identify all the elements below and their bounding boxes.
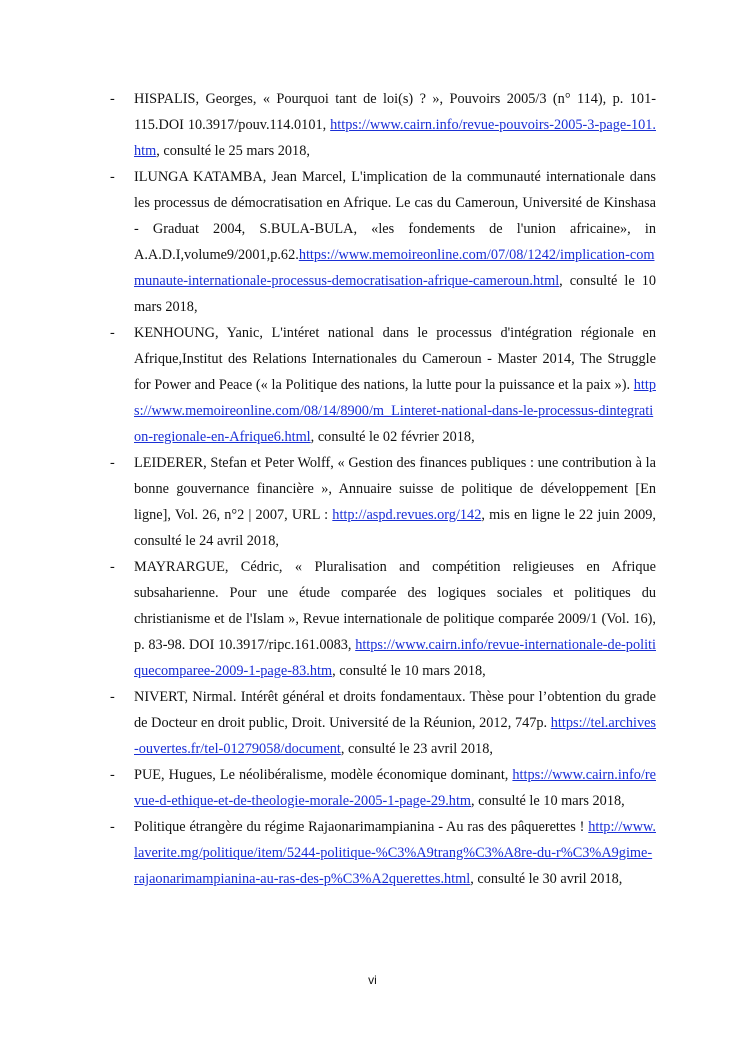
reference-link[interactable]: http://www.laverite.mg/politique/item/5244-politique-%C3%A9trang%C3%A8re-du-r%C3%A9gime-rajaonarimampianina-au-ras-des-p%C3%A2querettes.html (134, 819, 656, 887)
bibliography-list (110, 86, 656, 892)
page-number: vi (368, 973, 377, 987)
list-dash: - (110, 325, 115, 341)
list-dash: - (110, 689, 115, 705)
reference-consulted: , consulté le 10 mars 2018, (471, 793, 625, 809)
reference-text: PUE, Hugues, Le néolibéralisme, modèle économique dominant, (134, 767, 513, 783)
reference-link[interactable]: https://www.memoireonline.com/07/08/1242/implication-communaute-internationale-processus-democratisation-afrique-cameroun.html (134, 247, 655, 289)
reference-entry (110, 86, 656, 164)
reference-link[interactable]: https://www.cairn.info/revue-internationale-de-politiquecomparee-2009-1-page-83.htm (134, 637, 656, 679)
reference-entry (110, 450, 656, 554)
reference-consulted: , consulté le 02 février 2018, (310, 429, 475, 445)
list-dash: - (110, 559, 115, 575)
list-dash: - (110, 767, 115, 783)
reference-text: NIVERT, Nirmal. Intérêt général et droits fondamentaux. Thèse pour l’obtention du grade de Docteur en droit public, Droit. Université de la Réunion, 2012, 747p. (134, 689, 656, 731)
reference-text: ILUNGA KATAMBA, Jean Marcel, L'implication de la communauté internationale dans les processus de démocratisation en Afrique. Le cas du Cameroun, Université de Kinshasa - Graduat 2004, S.BULA-BULA, «les fondements de l'union africaine», in A.A.D.I,volume9/2001,p.62. (134, 169, 656, 263)
reference-entry (110, 684, 656, 762)
reference-consulted: , consulté le 10 mars 2018, (332, 663, 486, 679)
reference-entry (110, 814, 656, 892)
reference-consulted: , consulté le 10 mars 2018, (134, 273, 656, 315)
reference-text: MAYRARGUE, Cédric, « Pluralisation and compétition religieuses en Afrique subsaharienne. Pour une étude comparée des logiques sociales et politiques du christianisme et de l'Islam », Revue internationale de politique comparée 2009/1 (Vol. 16), p. 83-98. DOI 10.3917/ripc.161.0083, (134, 559, 656, 653)
reference-link[interactable]: http://aspd.revues.org/142 (332, 507, 482, 523)
reference-text: KENHOUNG, Yanic, L'intéret national dans le processus d'intégration régionale en Afrique,Institut des Relations Internationales du Cameroun - Master 2014, The Struggle for Power and Peace (« la Politique des nations, la lutte pour la puissance et la paix »). (134, 325, 656, 393)
reference-entry (110, 320, 656, 450)
list-dash: - (110, 169, 115, 185)
list-dash: - (110, 455, 115, 471)
reference-consulted: , consulté le 30 avril 2018, (470, 871, 623, 887)
reference-entry (110, 554, 656, 684)
reference-link[interactable]: https://www.cairn.info/revue-d-ethique-et-de-theologie-morale-2005-1-page-29.htm (134, 767, 656, 809)
reference-link[interactable]: https://www.cairn.info/revue-pouvoirs-2005-3-page-101.htm (134, 117, 656, 159)
reference-link[interactable]: https://tel.archives-ouvertes.fr/tel-01279058/document (134, 715, 656, 757)
list-dash: - (110, 91, 115, 107)
reference-text: HISPALIS, Georges, « Pourquoi tant de loi(s) ? », Pouvoirs 2005/3 (n° 114), p. 101-115.DOI 10.3917/pouv.114.0101, (134, 91, 656, 133)
reference-text: Politique étrangère du régime Rajaonarimampianina - Au ras des pâquerettes ! (134, 819, 589, 835)
reference-consulted: , mis en ligne le 22 juin 2009, consulté le 24 avril 2018, (134, 507, 656, 549)
reference-link[interactable]: https://www.memoireonline.com/08/14/8900/m_Linteret-national-dans-le-processus-dintegration-regionale-en-Afrique6.html (134, 377, 656, 445)
reference-entry (110, 762, 656, 814)
list-dash: - (110, 819, 115, 835)
reference-text: LEIDERER, Stefan et Peter Wolff, « Gestion des finances publiques : une contribution à la bonne gouvernance financière », Annuaire suisse de politique de développement [En ligne], Vol. 26, n°2 | 2007, URL : (134, 455, 656, 523)
reference-entry (110, 164, 656, 320)
reference-consulted: , consulté le 25 mars 2018, (156, 143, 310, 159)
reference-consulted: , consulté le 23 avril 2018, (340, 741, 493, 757)
